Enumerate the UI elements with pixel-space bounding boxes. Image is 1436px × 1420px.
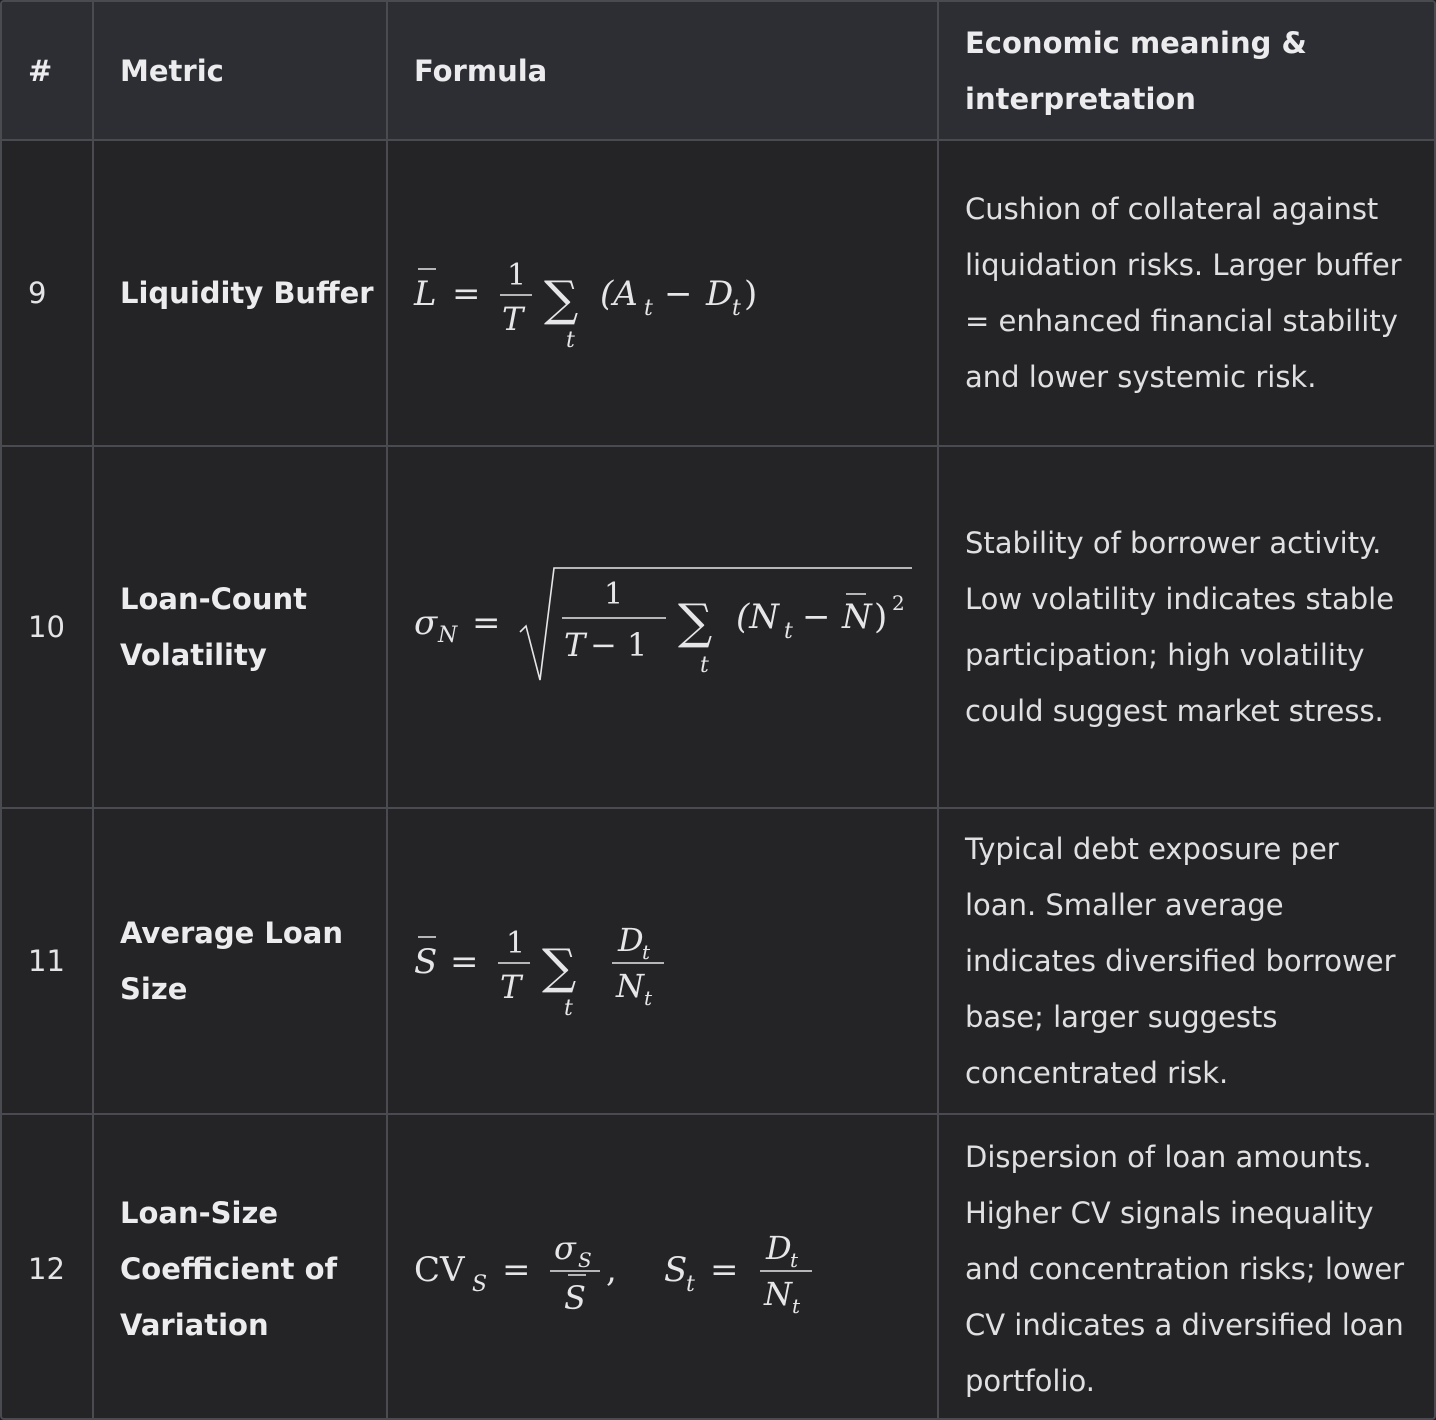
svg-text:t: t: [686, 1271, 695, 1297]
svg-text:t: t: [644, 986, 653, 1010]
metric-name: Average Loan Size: [120, 916, 343, 1006]
svg-text:t: t: [790, 1247, 799, 1272]
svg-text:=: =: [472, 603, 501, 643]
table-row: [2, 809, 1434, 1115]
svg-text:): ): [874, 597, 888, 637]
svg-text:N: N: [764, 1274, 792, 1313]
svg-text:S: S: [414, 942, 438, 982]
svg-text:=: =: [450, 942, 479, 982]
svg-text:S: S: [664, 1249, 688, 1290]
table-header-row: [2, 2, 1434, 141]
meaning-text: Cushion of collateral against liquidation risks. Larger buffer = enhanced financial stability and lower systemic risk.: [965, 192, 1402, 394]
metric-name: Loan-Size Coefficient of Variation: [120, 1195, 338, 1342]
svg-text:t: t: [644, 296, 653, 321]
svg-text:S: S: [472, 1271, 488, 1297]
svg-text:,: ,: [606, 1249, 617, 1290]
formula-cell: [386, 809, 937, 1113]
svg-text:D: D: [766, 1228, 792, 1267]
header-formula: Formula: [414, 53, 548, 88]
svg-text:CV: CV: [414, 1249, 465, 1290]
svg-text:t: t: [642, 940, 651, 964]
svg-text:t: t: [784, 619, 793, 644]
svg-text:D: D: [706, 274, 734, 314]
meaning-text: Stability of borrower activity. Low volatility indicates stable participation; high volatility could suggest market stress.: [965, 526, 1395, 728]
svg-text:t: t: [566, 328, 575, 353]
formula-cell: [386, 141, 937, 445]
svg-text:): ): [744, 274, 758, 314]
svg-text:=: =: [502, 1249, 531, 1290]
svg-text:=: =: [452, 274, 481, 314]
formula-loan-count-volatility: [414, 562, 914, 692]
svg-text:t: t: [564, 996, 573, 1021]
header-meaning: Economic meaning & interpretation: [965, 25, 1307, 116]
header-metric: Metric: [120, 53, 224, 88]
svg-text:∑: ∑: [678, 594, 713, 650]
svg-text:T: T: [502, 300, 524, 338]
svg-text:N: N: [438, 623, 458, 648]
svg-text:∑: ∑: [544, 271, 579, 327]
meaning-text: Typical debt exposure per loan. Smaller average indicates diversified borrower base; larger suggests concentrated risk.: [965, 832, 1396, 1090]
metric-name: Loan-Count Volatility: [120, 582, 308, 672]
formula-cell: [386, 447, 937, 807]
svg-text:T: T: [500, 968, 522, 1006]
formula-liquidity-buffer: [414, 233, 794, 353]
svg-text:2: 2: [892, 591, 905, 615]
formula-average-loan-size: [414, 901, 714, 1021]
svg-text:1: 1: [506, 926, 526, 961]
svg-text:N: N: [842, 597, 872, 637]
svg-text:=: =: [710, 1249, 739, 1290]
svg-text:t: t: [792, 1293, 801, 1318]
svg-text:(N: (N: [736, 597, 780, 637]
svg-text:T: T: [564, 626, 586, 664]
table-row: [2, 1115, 1434, 1420]
table-row: [2, 447, 1434, 809]
row-number: 10: [28, 610, 65, 644]
svg-text:D: D: [618, 921, 644, 959]
row-number: 11: [28, 944, 65, 978]
header-number: #: [28, 53, 53, 88]
svg-text:N: N: [616, 967, 644, 1005]
row-number: 12: [28, 1251, 65, 1286]
svg-text:t: t: [732, 296, 741, 321]
svg-text:L: L: [414, 274, 437, 314]
meaning-text: Dispersion of loan amounts. Higher CV signals inequality and concentration risks; lower CV indicates a diversified loan portfolio.: [965, 1139, 1405, 1398]
svg-text:1: 1: [604, 577, 624, 612]
table-row: [2, 141, 1434, 447]
metric-name: Liquidity Buffer: [120, 276, 374, 310]
svg-text:S: S: [578, 1247, 592, 1272]
svg-text:−: −: [802, 597, 831, 637]
svg-text:σ: σ: [414, 603, 438, 643]
svg-text:S: S: [564, 1278, 586, 1317]
formula-cell: [386, 1115, 937, 1420]
formula-loan-size-cv: [414, 1209, 834, 1329]
svg-text:σ: σ: [554, 1228, 576, 1267]
svg-text:− 1: − 1: [590, 626, 648, 664]
svg-text:t: t: [700, 653, 709, 678]
svg-text:(A: (A: [600, 274, 638, 314]
svg-text:1: 1: [507, 258, 527, 293]
svg-text:−: −: [664, 274, 693, 314]
row-number: 9: [28, 276, 47, 310]
svg-text:∑: ∑: [542, 939, 577, 995]
